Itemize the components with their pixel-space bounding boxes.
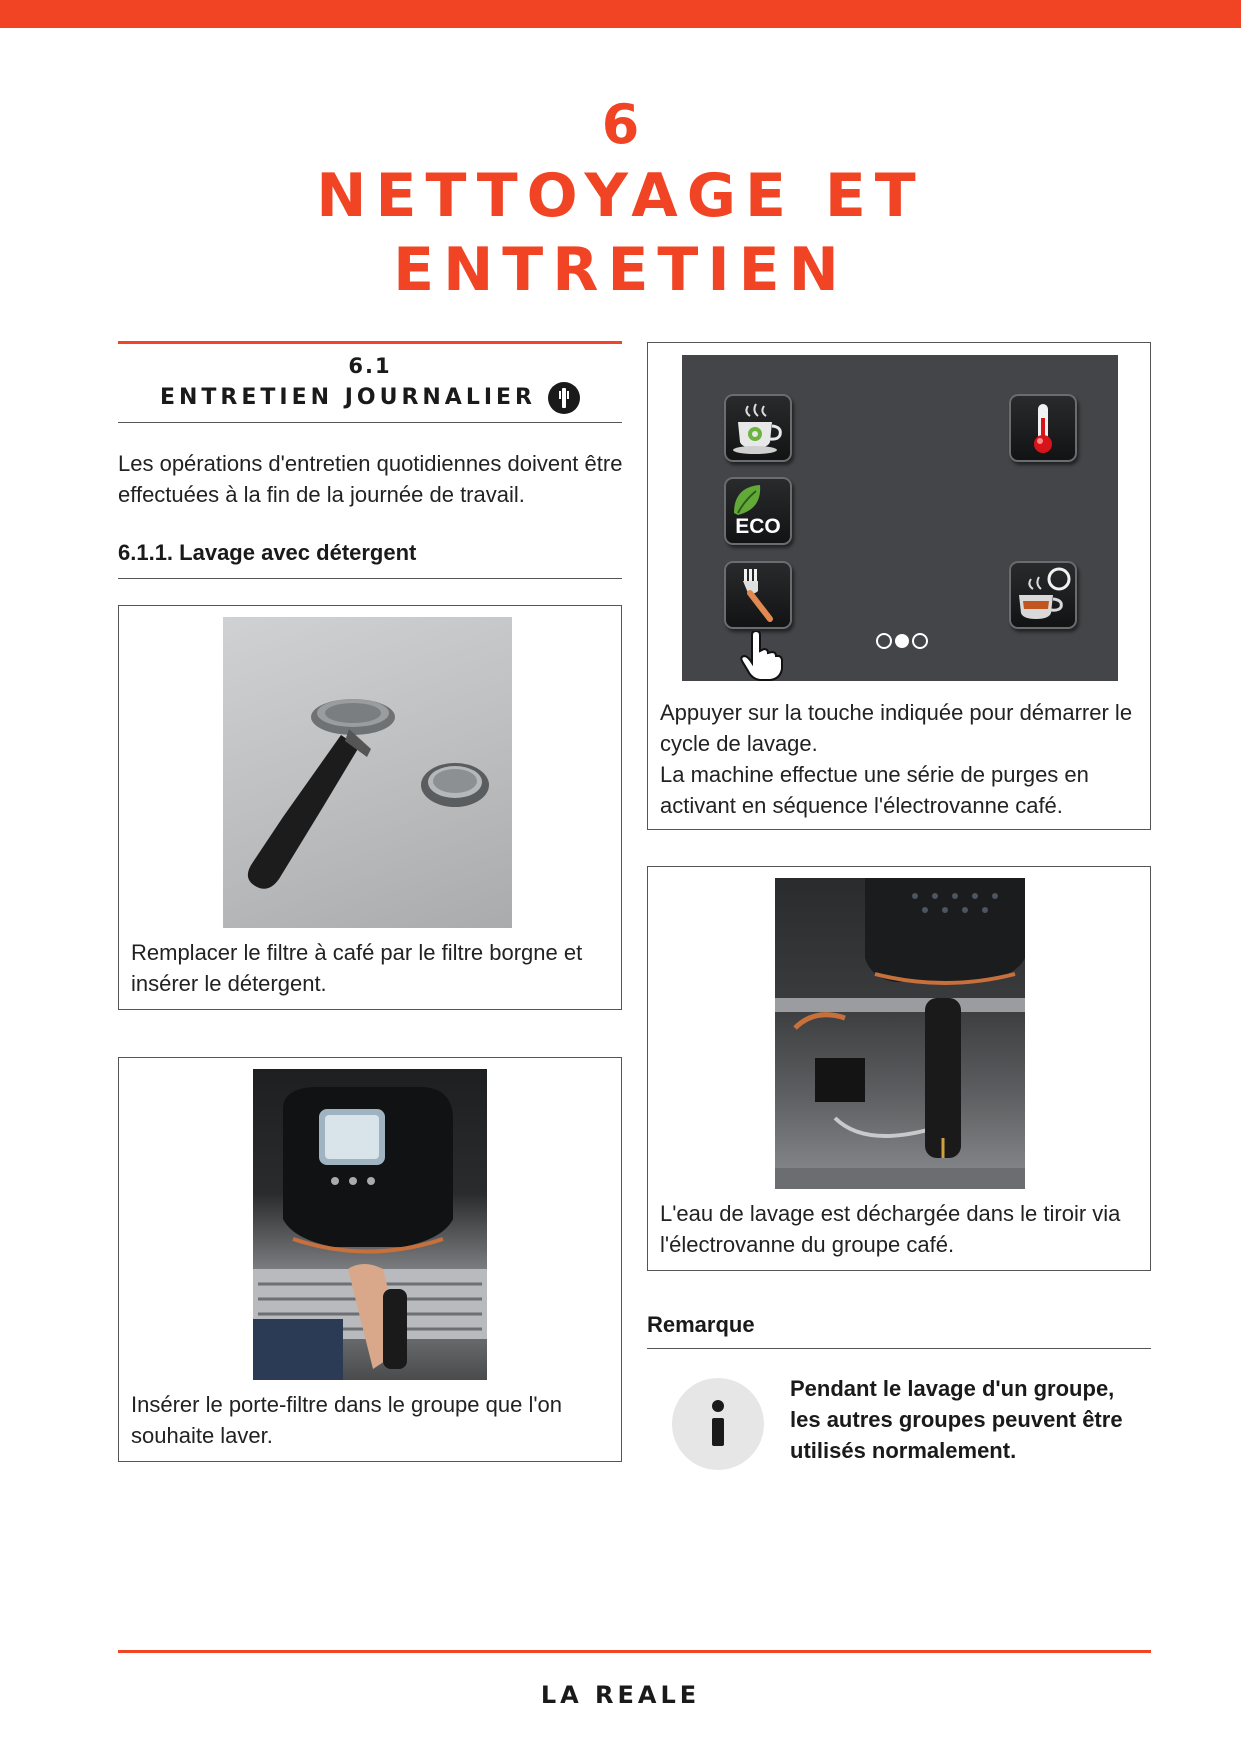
pointer-hand-icon — [740, 631, 784, 681]
step-caption-insert: Insérer le porte-filtre dans le groupe que l'on souhaite laver. — [131, 1392, 563, 1448]
remark-rule — [647, 1348, 1151, 1349]
footer-rule — [118, 1650, 1151, 1653]
step-caption-screen — [660, 697, 1144, 821]
page-indicator-dots — [874, 629, 934, 653]
portafilter-photo — [223, 617, 512, 928]
intro-paragraph: Les opérations d'entretien quotidiennes doivent être effectuées à la fin de la journée de travail. — [118, 451, 623, 507]
section-number: 6.1 — [348, 354, 392, 378]
chapter-heading — [0, 95, 1241, 307]
cup-cleaning-button[interactable] — [1009, 561, 1077, 629]
operator-info-icon — [548, 382, 580, 414]
chapter-title-line1: NETTOYAGE ET — [316, 161, 925, 231]
section-heading — [118, 352, 622, 414]
remark-title: Remarque — [647, 1312, 755, 1337]
step-caption-filter: Remplacer le filtre à café par le filtre borgne et insérer le détergent. — [131, 940, 583, 996]
footer-brand: LA REALE — [540, 1681, 701, 1709]
chapter-title-line2: ENTRETIEN — [393, 235, 848, 305]
chapter-number: 6 — [601, 93, 640, 156]
remark-text: Pendant le lavage d'un groupe, les autres groupes peuvent être utilisés normalement. — [790, 1376, 1123, 1463]
step-caption-screen-line2: La machine effectue une série de purges en activant en séquence l'électrovanne café. — [660, 762, 1089, 818]
machine-group-photo — [253, 1069, 487, 1380]
control-screen — [682, 355, 1118, 681]
cup-settings-button[interactable] — [724, 394, 792, 462]
thermometer-button[interactable] — [1009, 394, 1077, 462]
top-accent-bar — [0, 0, 1241, 28]
cup-cleaning-icon — [1009, 561, 1077, 629]
cup-settings-icon — [724, 394, 792, 462]
drain-photo — [775, 878, 1025, 1189]
eco-leaf-icon — [724, 477, 792, 545]
eco-label: ECO — [735, 515, 781, 538]
info-icon — [672, 1378, 764, 1470]
section-bottom-rule — [118, 422, 622, 423]
step-card-filter — [118, 605, 622, 1010]
subsection-rule — [118, 578, 622, 579]
step-card-insert — [118, 1057, 622, 1462]
subsection-title: 6.1.1. Lavage avec détergent — [118, 540, 417, 565]
step-caption-drain: L'eau de lavage est déchargée dans le tiroir via l'électrovanne du groupe café. — [660, 1201, 1121, 1257]
eco-button[interactable] — [724, 477, 792, 545]
section-top-rule — [118, 341, 622, 344]
thermometer-icon — [1009, 394, 1077, 462]
step-card-drain — [647, 866, 1151, 1271]
step-caption-screen-line1: Appuyer sur la touche indiquée pour démarrer le cycle de lavage. — [660, 700, 1133, 756]
section-title: ENTRETIEN JOURNALIER — [159, 385, 536, 410]
brush-icon — [724, 561, 792, 629]
step-card-screen — [647, 342, 1151, 830]
cleaning-brush-button[interactable] — [724, 561, 792, 629]
